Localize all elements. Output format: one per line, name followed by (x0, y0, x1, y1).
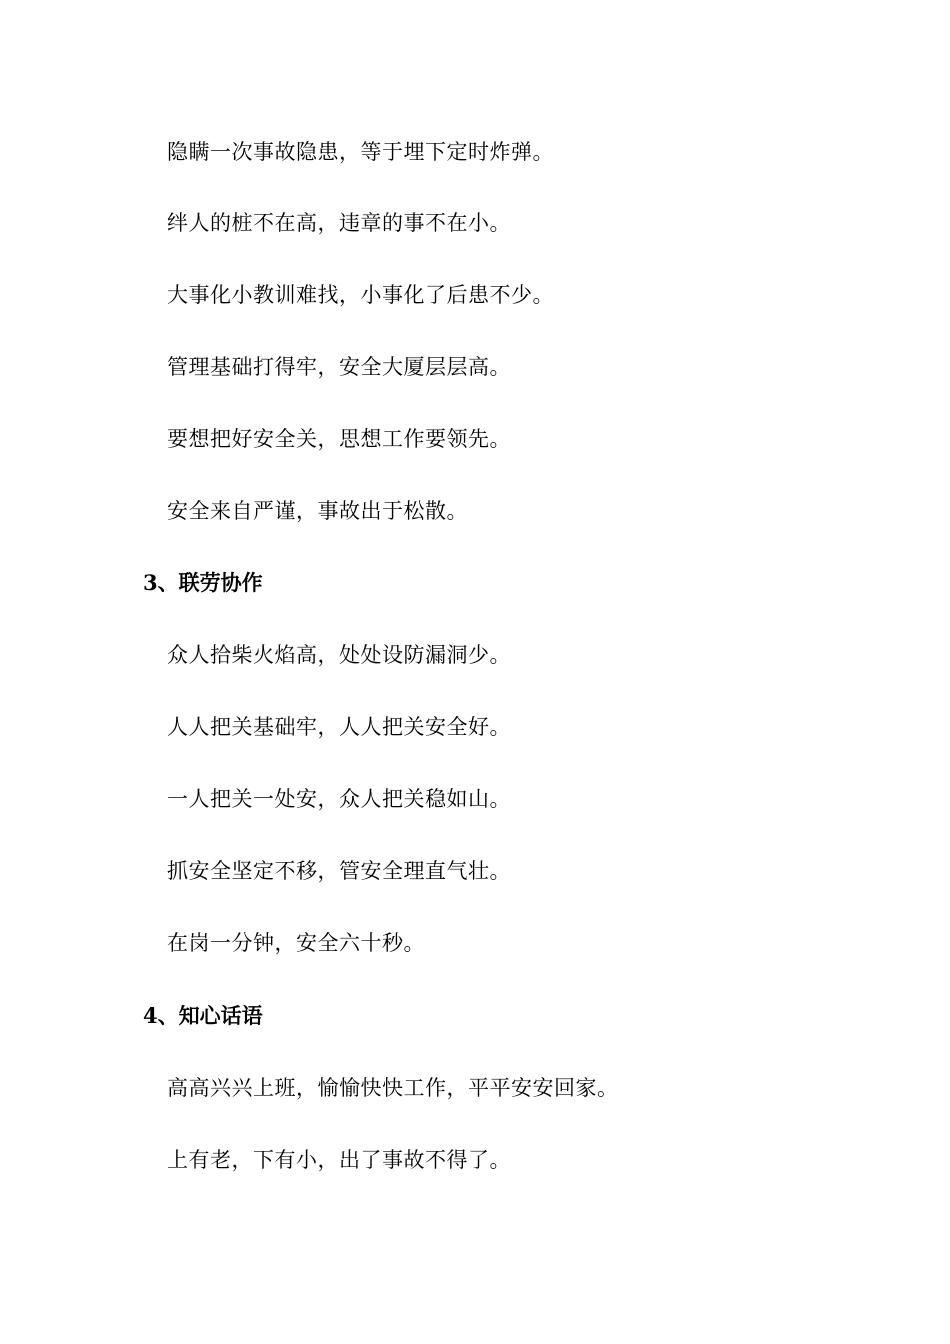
text-line: 众人拾柴火焰高，处处设防漏洞少。 (167, 643, 511, 667)
text-line: 绊人的桩不在高，违章的事不在小。 (167, 211, 511, 235)
text-line: 抓安全坚定不移，管安全理直气壮。 (167, 859, 511, 883)
text-line: 上有老，下有小，出了事故不得了。 (167, 1148, 511, 1172)
text-line: 高高兴兴上班，愉愉快快工作，平平安安回家。 (167, 1076, 619, 1100)
text-line: 管理基础打得牢，安全大厦层层高。 (167, 355, 511, 379)
text-line: 在岗一分钟，安全六十秒。 (167, 931, 425, 955)
text-line: 大事化小教训难找，小事化了后患不少。 (167, 283, 554, 307)
text-line: 安全来自严谨，事故出于松散。 (167, 499, 468, 523)
text-line: 要想把好安全关，思想工作要领先。 (167, 427, 511, 451)
text-line: 隐瞒一次事故隐患，等于埋下定时炸弹。 (167, 140, 554, 164)
text-line: 一人把关一处安，众人把关稳如山。 (167, 787, 511, 811)
section-heading: 3、联劳协作 (143, 570, 263, 595)
text-line: 人人把关基础牢，人人把关安全好。 (167, 715, 511, 739)
section-heading: 4、知心话语 (143, 1003, 263, 1028)
